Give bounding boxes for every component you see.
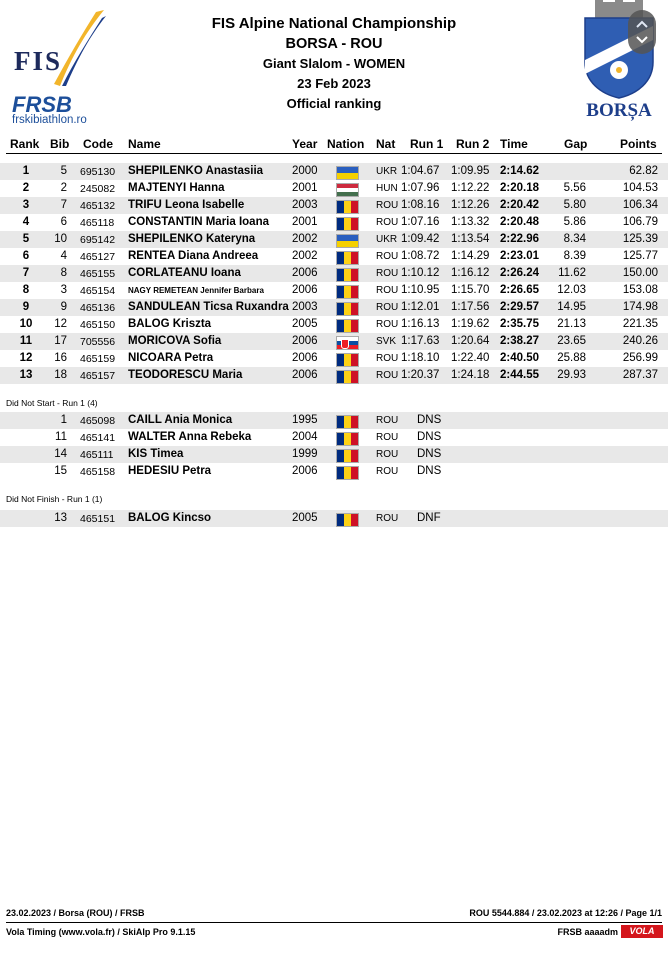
fis-logo-text: FIS xyxy=(14,46,63,76)
nat: ROU xyxy=(376,302,399,313)
rank: 7 xyxy=(22,267,30,279)
gap: 5.80 xyxy=(563,199,586,211)
code: 465141 xyxy=(80,432,116,444)
bib: 12 xyxy=(54,318,67,330)
code: 465136 xyxy=(80,302,116,314)
run2: 1:14.29 xyxy=(451,250,490,262)
points: 240.26 xyxy=(622,335,658,347)
hun-flag-icon xyxy=(336,183,359,197)
bib: 2 xyxy=(60,182,67,194)
run2: 1:20.64 xyxy=(451,335,490,347)
nat: SVK xyxy=(376,336,397,347)
header-divider xyxy=(6,153,662,154)
chevron-up-down-icon xyxy=(628,10,656,54)
rank: 4 xyxy=(22,216,30,228)
rou-flag-icon xyxy=(336,370,359,384)
year: 2006 xyxy=(292,284,318,296)
run1: 1:08.16 xyxy=(401,199,440,211)
time: 2:38.27 xyxy=(500,335,540,347)
bib: 3 xyxy=(60,284,67,296)
nat: ROU xyxy=(376,466,399,477)
run2: 1:13.32 xyxy=(451,216,490,228)
run2: 1:19.62 xyxy=(451,318,490,330)
time: 2:20.18 xyxy=(500,182,540,194)
bib: 13 xyxy=(54,512,67,524)
nat: UKR xyxy=(376,234,398,245)
rou-flag-icon xyxy=(336,285,359,299)
rou-flag-icon xyxy=(336,415,359,429)
code: 465111 xyxy=(80,449,114,461)
bib: 18 xyxy=(54,369,67,381)
time: 2:14.62 xyxy=(500,165,540,177)
rou-flag-icon xyxy=(336,319,359,333)
svk-coat-of-arms-icon xyxy=(341,339,349,349)
col-points: Points xyxy=(620,137,657,151)
points: 287.37 xyxy=(622,369,658,381)
run2: 1:22.40 xyxy=(451,352,490,364)
bib: 5 xyxy=(60,165,67,177)
bib: 6 xyxy=(60,216,67,228)
points: 104.53 xyxy=(622,182,658,194)
rou-flag-icon xyxy=(336,268,359,282)
nat: ROU xyxy=(376,449,399,460)
athlete-name: TEODORESCU Maria xyxy=(128,369,243,381)
event-name: Giant Slalom - WOMEN xyxy=(262,56,406,71)
year: 1995 xyxy=(292,414,318,426)
frsb-url: frskibiathlon.ro xyxy=(12,114,87,126)
code: 465098 xyxy=(80,415,116,427)
time: 2:20.48 xyxy=(500,216,540,228)
bib: 14 xyxy=(54,448,67,460)
gap: 29.93 xyxy=(557,369,586,381)
time: 2:29.57 xyxy=(500,301,540,313)
code: 465132 xyxy=(80,200,116,212)
status: DNS xyxy=(417,465,442,477)
nat: HUN xyxy=(376,183,398,194)
run2: 1:12.22 xyxy=(451,182,490,194)
code: 705556 xyxy=(80,336,116,348)
document-header xyxy=(168,14,500,114)
run2: 1:15.70 xyxy=(451,284,490,296)
code: 465159 xyxy=(80,353,116,365)
run2: 1:12.26 xyxy=(451,199,490,211)
run2: 1:16.12 xyxy=(451,267,490,279)
nat: ROU xyxy=(376,353,399,364)
bib: 10 xyxy=(54,233,67,245)
time: 2:20.42 xyxy=(500,199,540,211)
table-row xyxy=(0,316,668,333)
gap: 11.62 xyxy=(558,267,586,279)
rank: 6 xyxy=(22,250,30,262)
table-row xyxy=(0,429,668,446)
rank: 5 xyxy=(22,233,30,245)
year: 2001 xyxy=(292,182,318,194)
footer-left-info: 23.02.2023 / Borsa (ROU) / FRSB xyxy=(6,908,145,918)
table-row xyxy=(0,446,668,463)
table-row xyxy=(0,231,668,248)
run1: 1:17.63 xyxy=(401,335,440,347)
rank: 10 xyxy=(19,318,33,330)
bib: 8 xyxy=(60,267,67,279)
rou-flag-icon xyxy=(336,302,359,316)
athlete-name: KIS Timea xyxy=(128,448,184,460)
rou-flag-icon xyxy=(336,432,359,446)
crest-text: BORȘA xyxy=(586,100,652,121)
run2: 1:09.95 xyxy=(451,165,490,177)
bib: 1 xyxy=(60,414,67,426)
nat: ROU xyxy=(376,200,399,211)
ranking-type: Official ranking xyxy=(286,96,382,111)
athlete-name: BALOG Kriszta xyxy=(128,318,212,330)
vola-logo: VOLA xyxy=(621,925,663,938)
year: 2006 xyxy=(292,352,318,364)
status: DNS xyxy=(417,448,442,460)
gap: 5.86 xyxy=(563,216,586,228)
athlete-name: HEDESIU Petra xyxy=(128,465,212,477)
year: 2002 xyxy=(292,250,318,262)
athlete-name: MAJTENYI Hanna xyxy=(128,182,225,194)
col-gap: Gap xyxy=(564,137,588,151)
venue: BORSA - ROU xyxy=(285,36,383,52)
athlete-name: SHEPILENKO Kateryna xyxy=(128,233,256,245)
table-row xyxy=(0,197,668,214)
rank: 8 xyxy=(22,284,30,296)
year: 2006 xyxy=(292,267,318,279)
page-title: FIS Alpine National Championship xyxy=(211,15,457,32)
table-row xyxy=(0,333,668,350)
status: DNS xyxy=(417,431,442,443)
code: 695130 xyxy=(80,166,116,178)
rank: 12 xyxy=(19,352,33,364)
time: 2:22.96 xyxy=(500,233,540,245)
gap: 8.39 xyxy=(563,250,586,262)
gap: 12.03 xyxy=(557,284,586,296)
ukr-flag-icon xyxy=(336,166,359,180)
nat: ROU xyxy=(376,370,399,381)
rank: 13 xyxy=(19,369,33,381)
code: 695142 xyxy=(80,234,116,246)
rank: 9 xyxy=(22,301,30,313)
code: 245082 xyxy=(80,183,116,195)
year: 2002 xyxy=(292,233,318,245)
col-year: Year xyxy=(292,137,318,151)
points: 125.39 xyxy=(622,233,658,245)
time: 2:40.50 xyxy=(500,352,540,364)
nat: ROU xyxy=(376,513,399,524)
rank: 11 xyxy=(19,335,33,347)
bib: 17 xyxy=(54,335,67,347)
gap: 5.56 xyxy=(563,182,586,194)
athlete-name: NICOARA Petra xyxy=(128,352,214,364)
athlete-name: SHEPILENKO Anastasiia xyxy=(128,165,264,177)
points: 62.82 xyxy=(629,165,658,177)
run1: 1:20.37 xyxy=(401,369,440,381)
code: 465127 xyxy=(80,251,116,263)
points: 153.08 xyxy=(622,284,658,296)
code: 465154 xyxy=(80,285,116,297)
table-row xyxy=(0,180,668,197)
run1: 1:10.12 xyxy=(401,267,440,279)
table-row xyxy=(0,265,668,282)
athlete-name: CAILL Ania Monica xyxy=(128,414,233,426)
footer-user: FRSB aaaadm xyxy=(557,927,618,937)
year: 2003 xyxy=(292,301,318,313)
status: DNS xyxy=(417,414,442,426)
code: 465158 xyxy=(80,466,116,478)
gap: 14.95 xyxy=(557,301,586,313)
points: 106.79 xyxy=(622,216,658,228)
athlete-name: CORLATEANU Ioana xyxy=(128,267,241,279)
nat: UKR xyxy=(376,166,398,177)
rou-flag-icon xyxy=(336,217,359,231)
points: 221.35 xyxy=(622,318,658,330)
table-row xyxy=(0,248,668,265)
athlete-name: NAGY REMETEAN Jennifer Barbara xyxy=(128,286,264,295)
code: 465118 xyxy=(80,217,115,229)
athlete-name: CONSTANTIN Maria Ioana xyxy=(128,216,269,228)
col-name: Name xyxy=(128,137,161,151)
gap: 25.88 xyxy=(557,352,586,364)
rou-flag-icon xyxy=(336,466,359,480)
time: 2:23.01 xyxy=(500,250,540,262)
table-row xyxy=(0,367,668,384)
table-row xyxy=(0,214,668,231)
points: 174.98 xyxy=(622,301,658,313)
run1: 1:09.42 xyxy=(401,233,440,245)
col-bib: Bib xyxy=(50,137,70,151)
col-code: Code xyxy=(83,137,113,151)
year: 1999 xyxy=(292,448,318,460)
frsb-logo-text: FRSB xyxy=(12,92,72,117)
bib: 4 xyxy=(60,250,67,262)
points: 256.99 xyxy=(622,352,658,364)
nat: ROU xyxy=(376,285,399,296)
nat: ROU xyxy=(376,432,399,443)
time: 2:26.24 xyxy=(500,267,540,279)
table-row xyxy=(0,299,668,316)
dnf-section-title: Did Not Finish - Run 1 (1) xyxy=(6,494,103,504)
year: 2000 xyxy=(292,165,318,177)
year: 2006 xyxy=(292,369,318,381)
gap: 8.34 xyxy=(563,233,586,245)
col-time: Time xyxy=(500,137,528,151)
rank: 3 xyxy=(22,199,30,211)
year: 2006 xyxy=(292,465,318,477)
rou-flag-icon xyxy=(336,353,359,367)
athlete-name: SANDULEAN Ticsa Ruxandra xyxy=(128,301,289,313)
table-row xyxy=(0,282,668,299)
status: DNF xyxy=(417,512,441,524)
points: 106.34 xyxy=(622,199,658,211)
bib: 9 xyxy=(60,301,67,313)
rou-flag-icon xyxy=(336,449,359,463)
bib: 7 xyxy=(60,199,67,211)
nat: ROU xyxy=(376,268,399,279)
gap: 21.13 xyxy=(557,318,586,330)
year: 2006 xyxy=(292,335,318,347)
code: 465157 xyxy=(80,370,116,382)
run2: 1:17.56 xyxy=(451,301,490,313)
athlete-name: RENTEA Diana Andreea xyxy=(128,250,259,262)
time: 2:44.55 xyxy=(500,369,540,381)
run1: 1:10.95 xyxy=(401,284,440,296)
timing-credit: Vola Timing (www.vola.fr) / SkiAlp Pro 9.1.15 xyxy=(6,927,196,937)
nat: ROU xyxy=(376,415,399,426)
athlete-name: MORICOVA Sofia xyxy=(128,335,222,347)
scroll-overlay-button[interactable] xyxy=(628,10,656,54)
athlete-name: BALOG Kincso xyxy=(128,512,212,524)
table-row xyxy=(0,350,668,367)
year: 2005 xyxy=(292,318,318,330)
nat: ROU xyxy=(376,319,399,330)
table-row xyxy=(0,510,668,527)
col-run2: Run 2 xyxy=(456,137,490,151)
code: 465151 xyxy=(80,513,116,525)
bib: 16 xyxy=(54,352,67,364)
run1: 1:16.13 xyxy=(401,318,440,330)
year: 2001 xyxy=(292,216,318,228)
rou-flag-icon xyxy=(336,200,359,214)
bib: 15 xyxy=(54,465,67,477)
rou-flag-icon xyxy=(336,513,359,527)
points: 125.77 xyxy=(622,250,658,262)
rank: 2 xyxy=(22,182,30,194)
athlete-name: WALTER Anna Rebeka xyxy=(128,431,252,443)
svk-flag-icon xyxy=(336,336,359,350)
rou-flag-icon xyxy=(336,251,359,265)
points: 150.00 xyxy=(622,267,658,279)
col-rank: Rank xyxy=(10,137,40,151)
bib: 11 xyxy=(55,431,67,443)
col-run1: Run 1 xyxy=(410,137,444,151)
dns-section-title: Did Not Start - Run 1 (4) xyxy=(6,398,98,408)
fis-frsb-logo xyxy=(8,6,108,124)
col-nation: Nation xyxy=(327,137,365,151)
run1: 1:08.72 xyxy=(401,250,440,262)
table-header xyxy=(0,135,668,153)
run2: 1:13.54 xyxy=(451,233,490,245)
time: 2:35.75 xyxy=(500,318,540,330)
gap: 23.65 xyxy=(557,335,586,347)
table-row xyxy=(0,463,668,480)
rank: 1 xyxy=(22,165,30,177)
athlete-name: TRIFU Leona Isabelle xyxy=(128,199,245,211)
table-row xyxy=(0,412,668,429)
run1: 1:04.67 xyxy=(401,165,440,177)
year: 2004 xyxy=(292,431,318,443)
run1: 1:12.01 xyxy=(401,301,440,313)
run1: 1:18.10 xyxy=(401,352,440,364)
code: 465150 xyxy=(80,319,116,331)
event-date: 23 Feb 2023 xyxy=(297,76,371,91)
nat: ROU xyxy=(376,251,399,262)
footer-right-info: ROU 5544.884 / 23.02.2023 at 12:26 / Page 1/1 xyxy=(469,908,662,918)
year: 2003 xyxy=(292,199,318,211)
run2: 1:24.18 xyxy=(451,369,490,381)
footer-divider xyxy=(6,922,662,923)
ukr-flag-icon xyxy=(336,234,359,248)
run1: 1:07.16 xyxy=(401,216,440,228)
col-nat: Nat xyxy=(376,137,396,151)
code: 465155 xyxy=(80,268,116,280)
run1: 1:07.96 xyxy=(401,182,440,194)
year: 2005 xyxy=(292,512,318,524)
nat: ROU xyxy=(376,217,399,228)
table-row xyxy=(0,163,668,180)
time: 2:26.65 xyxy=(500,284,540,296)
